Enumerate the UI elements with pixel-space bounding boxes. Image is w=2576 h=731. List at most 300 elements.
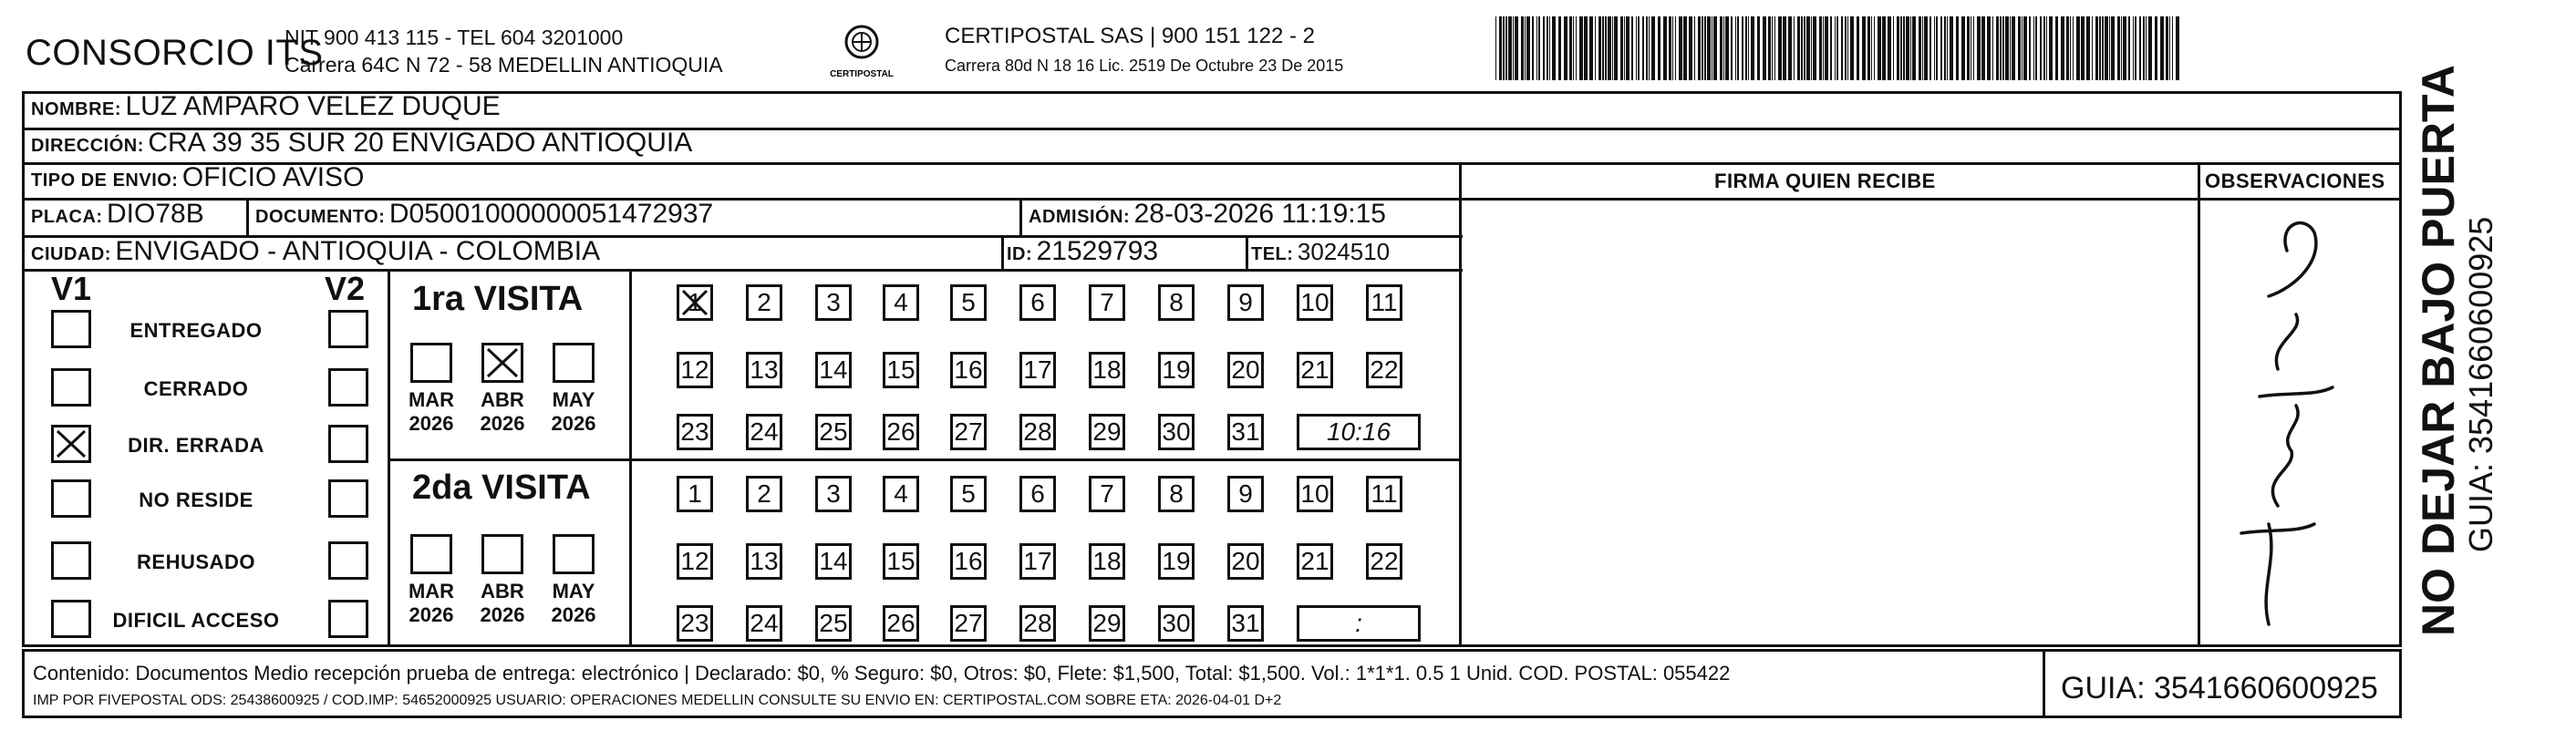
visit2-day-box[interactable]: 8	[1158, 476, 1195, 512]
barcode-bar	[1669, 16, 1671, 80]
barcode-bar	[1748, 16, 1749, 80]
barcode-bar	[2022, 16, 2023, 80]
visit1-day-box[interactable]: 29	[1089, 414, 1125, 450]
check-mark-icon	[484, 345, 521, 380]
visit2-day-box[interactable]: 24	[746, 605, 782, 642]
barcode-bar	[1847, 16, 1848, 80]
signature-divider	[1459, 162, 1462, 647]
visit1-day-box[interactable]: 31	[1227, 414, 1264, 450]
visit2-day-box[interactable]: 30	[1158, 605, 1195, 642]
visit2-month-checkbox[interactable]	[553, 534, 595, 574]
visit2-title: 2da VISITA	[412, 468, 591, 507]
documento-label: DOCUMENTO:	[255, 207, 386, 227]
barcode-bar	[2166, 16, 2168, 80]
visit2-day-box[interactable]: 10	[1297, 476, 1333, 512]
observaciones-label: OBSERVACIONES	[2205, 170, 2385, 192]
barcode-bar	[2155, 16, 2157, 80]
barcode-bar	[1797, 16, 1800, 80]
barcode-bar	[2133, 16, 2134, 80]
barcode-bar	[1893, 16, 1894, 80]
visit1-day-box[interactable]: 1	[677, 284, 713, 321]
v2-checkbox[interactable]	[328, 310, 368, 348]
status-label: NO RESIDE	[139, 489, 253, 511]
visit2-day-box[interactable]: 17	[1019, 543, 1056, 580]
month-name: MAY	[552, 580, 595, 602]
logo-text: CERTIPOSTAL	[830, 69, 894, 79]
company-name: CONSORCIO ITS	[26, 33, 324, 73]
barcode-bar	[2176, 16, 2179, 80]
month-year: 2026	[480, 412, 525, 435]
barcode-bar	[1675, 16, 1676, 80]
visit1-day-box[interactable]: 23	[677, 414, 713, 450]
visit2-time-box[interactable]: :	[1297, 605, 1421, 642]
barcode-bar	[1835, 16, 1836, 80]
barcode-bar	[2002, 16, 2004, 80]
barcode-bar	[1624, 16, 1625, 80]
barcode-bar	[2099, 16, 2101, 80]
placa-divider	[246, 198, 249, 235]
barcode-bar	[1956, 16, 1959, 80]
barcode-bar	[1910, 16, 1911, 80]
admision-divider	[1019, 198, 1022, 235]
certipostal-logo	[825, 20, 898, 86]
visit1-day-box[interactable]: 15	[883, 352, 919, 388]
barcode-bar	[1934, 16, 1935, 80]
company-details	[284, 24, 723, 78]
barcode-bar	[2055, 16, 2058, 80]
barcode-bar	[2076, 16, 2080, 80]
visit2-day-box[interactable]: 29	[1089, 605, 1125, 642]
footer-contenido: Contenido: Documentos Medio recepción prueba de entrega: electrónico | Declarado: $0, % Seguro: $0, Otros: $0, Flete: $1,500, Total: $1,500. Vol.: 1*1*1. 0.5 1 Unid. COD. POSTAL: 055422	[33, 662, 1731, 685]
visit1-day-box[interactable]: 4	[883, 284, 919, 321]
barcode-bar	[1944, 16, 1946, 80]
visit1-day-box[interactable]: 22	[1366, 352, 1402, 388]
barcode-bar	[2018, 16, 2021, 80]
visit1-day-box[interactable]: 9	[1227, 284, 1264, 321]
barcode-bar	[1505, 16, 1507, 80]
visit2-day-box[interactable]: 6	[1019, 476, 1056, 512]
visit1-day-box[interactable]: 20	[1227, 352, 1264, 388]
barcode-bar	[1735, 16, 1736, 80]
barcode-bar	[1772, 16, 1773, 80]
barcode-bar	[2043, 16, 2045, 80]
nombre-label: NOMBRE:	[31, 99, 122, 119]
barcode-bar	[2169, 16, 2170, 80]
visit1-day-box[interactable]: 19	[1158, 352, 1195, 388]
barcode-bar	[1778, 16, 1782, 80]
month-name: ABR	[481, 580, 524, 602]
barcode-bar	[1579, 16, 1583, 80]
barcode-bar	[1841, 16, 1843, 80]
tipo-envio-field	[31, 162, 364, 193]
id-divider	[1001, 235, 1004, 269]
barcode-bar	[2092, 16, 2093, 80]
visit2-month-checkbox[interactable]	[481, 534, 523, 574]
barcode-bar	[1631, 16, 1633, 80]
barcode-bar	[1806, 16, 1810, 80]
barcode-bar	[2005, 16, 2009, 80]
visit1-month-checkbox[interactable]	[481, 343, 523, 383]
v1-header: V1	[51, 270, 92, 307]
visit1-day-box[interactable]: 27	[950, 414, 987, 450]
barcode-bar	[2139, 16, 2141, 80]
v2-checkbox[interactable]	[328, 600, 368, 638]
tipo-envio-value: OFICIO AVISO	[181, 162, 365, 192]
month-year: 2026	[480, 603, 525, 626]
barcode-bar	[1804, 16, 1805, 80]
footer-imp: IMP POR FIVEPOSTAL ODS: 25438600925 / COD.IMP: 54652000925 USUARIO: OPERACIONES MEDELLIN CONSULTE SU ENVIO EN: CERTIPOSTAL.COM SOBRE ETA: 2026-04-01 D+2	[33, 693, 1282, 708]
barcode-bar	[1558, 16, 1561, 80]
barcode-bar	[2128, 16, 2130, 80]
placa-field	[31, 199, 204, 230]
visit1-day-box[interactable]: 16	[950, 352, 987, 388]
barcode-bar	[1874, 16, 1875, 80]
visit2-day-box[interactable]: 13	[746, 543, 782, 580]
month-name: MAR	[408, 580, 455, 602]
barcode-bar	[1871, 16, 1872, 80]
visit2-day-box[interactable]: 1	[677, 476, 713, 512]
barcode-bar	[1961, 16, 1965, 80]
barcode-bar	[1774, 16, 1775, 80]
barcode-bar	[1903, 16, 1905, 80]
barcode-bar	[1707, 16, 1711, 80]
barcode-bar	[1882, 16, 1886, 80]
direccion-value: CRA 39 35 SUR 20 ENVIGADO ANTIOQUIA	[148, 128, 693, 158]
visit1-day-box[interactable]: 18	[1089, 352, 1125, 388]
barcode-bar	[2023, 16, 2027, 80]
visit1-title: 1ra VISITA	[412, 280, 584, 318]
v2-header: V2	[325, 270, 366, 307]
v2-checkbox[interactable]	[328, 425, 368, 463]
admision-field	[1029, 199, 1386, 230]
barcode-bar	[2010, 16, 2011, 80]
row-divider	[22, 269, 1463, 272]
ciudad-field	[31, 236, 600, 267]
barcode-bar	[1614, 16, 1618, 80]
barcode-bar	[1589, 16, 1593, 80]
barcode-bar	[1646, 16, 1648, 80]
barcode-bar	[2046, 16, 2047, 80]
barcode-bar	[1725, 16, 1729, 80]
barcode-bar	[1737, 16, 1739, 80]
barcode-bar	[2061, 16, 2064, 80]
visit2-day-box[interactable]: 26	[883, 605, 919, 642]
barcode-bar	[1836, 16, 1838, 80]
barcode-bar	[1977, 16, 1981, 80]
barcode-bar	[1811, 16, 1812, 80]
nombre-value: LUZ AMPARO VELEZ DUQUE	[125, 91, 501, 121]
barcode-bar	[1636, 16, 1637, 80]
ciudad-label: CIUDAD:	[31, 244, 111, 264]
barcode-bar	[1532, 16, 1534, 80]
visit1-day-box[interactable]: 6	[1019, 284, 1056, 321]
visit1-day-box[interactable]: 30	[1158, 414, 1195, 450]
barcode-bar	[1584, 16, 1588, 80]
visit2-day-box[interactable]: 3	[815, 476, 852, 512]
visit2-day-box[interactable]: 9	[1227, 476, 1264, 512]
visit1-month-checkbox[interactable]	[553, 343, 595, 383]
barcode-bar	[1745, 16, 1747, 80]
visit1-day-box[interactable]: 11	[1366, 284, 1402, 321]
month-year: 2026	[409, 412, 454, 435]
month-year: 2026	[551, 603, 596, 626]
side-guia: GUIA: 3541660600925	[2462, 216, 2499, 552]
barcode-bar	[2148, 16, 2152, 80]
barcode-bar	[1992, 16, 1993, 80]
barcode-bar	[1508, 16, 1512, 80]
barcode-bar	[1620, 16, 1623, 80]
status-label: DIR. ERRADA	[128, 434, 264, 457]
barcode-bar	[2172, 16, 2173, 80]
observ-divider	[2198, 162, 2200, 647]
visit1-day-box[interactable]: 17	[1019, 352, 1056, 388]
barcode-bar	[2102, 16, 2104, 80]
barcode-bar	[2033, 16, 2034, 80]
barcode-bar	[1783, 16, 1786, 80]
barcode-bar	[2073, 16, 2074, 80]
barcode-bar	[1936, 16, 1938, 80]
side-warning: NO DEJAR BAJO PUERTA	[2413, 65, 2464, 636]
barcode-bar	[2160, 16, 2164, 80]
barcode-bar	[1521, 16, 1524, 80]
barcode-bar	[1651, 16, 1655, 80]
barcode-bar	[1801, 16, 1803, 80]
barcode-bar	[1573, 16, 1574, 80]
barcode-bar	[2109, 16, 2110, 80]
status-label: DIFICIL ACCESO	[112, 609, 280, 632]
status-label: CERRADO	[143, 377, 249, 400]
barcode-bar	[1608, 16, 1611, 80]
admision-value: 28-03-2026 11:19:15	[1133, 199, 1386, 229]
id-value: 21529793	[1036, 236, 1159, 266]
tel-value: 3024510	[1297, 238, 1391, 265]
barcode-bar	[1672, 16, 1673, 80]
barcode-bar	[2081, 16, 2085, 80]
barcode-bar	[2095, 16, 2098, 80]
visit2-day-box[interactable]: 27	[950, 605, 987, 642]
signature-header-line	[1459, 198, 2402, 201]
barcode-bar	[2012, 16, 2015, 80]
barcode-bar	[2105, 16, 2108, 80]
barcode-bar	[1987, 16, 1991, 80]
barcode-bar	[1850, 16, 1854, 80]
visit2-day-box[interactable]: 25	[815, 605, 852, 642]
barcode-bar	[1973, 16, 1974, 80]
barcode-bar	[1922, 16, 1923, 80]
certipostal-nit: CERTIPOSTAL SAS | 900 151 122 - 2	[945, 24, 1315, 48]
barcode-bar	[1906, 16, 1909, 80]
barcode-bar	[2086, 16, 2090, 80]
nit-line: NIT 900 413 115 - TEL 604 3201000	[284, 26, 624, 49]
barcode-bar	[1823, 16, 1824, 80]
barcode-bar	[1525, 16, 1526, 80]
barcode-bar	[2000, 16, 2002, 80]
barcode-bar	[1794, 16, 1795, 80]
visit2-month-label	[542, 580, 605, 627]
visit2-day-box[interactable]: 7	[1089, 476, 1125, 512]
visit1-day-box[interactable]: 7	[1089, 284, 1125, 321]
barcode-bar	[1689, 16, 1692, 80]
barcode-bar	[1598, 16, 1601, 80]
barcode-bar	[1552, 16, 1556, 80]
barcode-bar	[1720, 16, 1723, 80]
visit1-month-label	[399, 388, 463, 436]
barcode-bar	[2111, 16, 2115, 80]
visit2-day-box[interactable]: 5	[950, 476, 987, 512]
visit1-day-box[interactable]: 3	[815, 284, 852, 321]
barcode-bar	[1683, 16, 1687, 80]
barcode-bar	[1642, 16, 1644, 80]
barcode-bar	[1569, 16, 1572, 80]
barcode-bar	[2117, 16, 2120, 80]
id-field	[1007, 236, 1158, 267]
nombre-field	[31, 91, 501, 122]
barcode-bar	[1788, 16, 1792, 80]
visit1-day-box[interactable]: 12	[677, 352, 713, 388]
visit1-month-label	[471, 388, 534, 436]
barcode-bar	[1638, 16, 1640, 80]
barcode-bar	[1704, 16, 1706, 80]
barcode-bar	[1996, 16, 1999, 80]
barcode-bar	[1912, 16, 1916, 80]
barcode-bar	[1924, 16, 1928, 80]
barcode-bar	[2121, 16, 2122, 80]
barcode-bar	[2070, 16, 2071, 80]
direccion-field	[31, 128, 692, 159]
visit1-time-box[interactable]: 10:16	[1297, 414, 1421, 450]
address-line: Carrera 64C N 72 - 58 MEDELLIN ANTIOQUIA	[284, 53, 723, 77]
firma-label: FIRMA QUIEN RECIBE	[1714, 170, 1936, 192]
barcode-bar	[1626, 16, 1629, 80]
visit1-day-box[interactable]: 5	[950, 284, 987, 321]
barcode-bar	[1602, 16, 1604, 80]
documento-field	[255, 199, 713, 230]
visit2-month-checkbox[interactable]	[410, 534, 452, 574]
barcode-bar	[2123, 16, 2126, 80]
visit2-month-label	[471, 580, 534, 627]
barcode-bar	[1702, 16, 1703, 80]
barcode-bar	[1663, 16, 1667, 80]
v2-checkbox[interactable]	[328, 541, 368, 580]
visit1-day-box[interactable]: 13	[746, 352, 782, 388]
month-name: MAR	[408, 388, 455, 411]
barcode-bar	[1713, 16, 1717, 80]
footer-guia: GUIA: 3541660600925	[2061, 671, 2378, 705]
barcode-bar	[2066, 16, 2069, 80]
barcode-bar	[1605, 16, 1607, 80]
barcode-bar	[2143, 16, 2145, 80]
visit1-day-box[interactable]: 8	[1158, 284, 1195, 321]
barcode-bar	[1981, 16, 1985, 80]
barcode-bar	[1679, 16, 1682, 80]
barcode-bar	[1543, 16, 1545, 80]
visit2-day-box[interactable]: 12	[677, 543, 713, 580]
barcode-bar	[2049, 16, 2053, 80]
barcode-bar	[1768, 16, 1771, 80]
month-year: 2026	[409, 603, 454, 626]
visit-separator	[388, 458, 1462, 461]
visit2-day-box[interactable]: 19	[1158, 543, 1195, 580]
barcode-bar	[1878, 16, 1881, 80]
visit2-day-box[interactable]: 23	[677, 605, 713, 642]
barcode-bar	[1547, 16, 1548, 80]
visit1-day-box[interactable]: 21	[1297, 352, 1333, 388]
barcode-bar	[1897, 16, 1899, 80]
barcode-bar	[1929, 16, 1931, 80]
visit1-day-box[interactable]: 28	[1019, 414, 1056, 450]
barcode-bar	[1536, 16, 1537, 80]
barcode-bar	[1731, 16, 1733, 80]
barcode-bar	[1742, 16, 1743, 80]
barcode-bar	[1813, 16, 1816, 80]
barcode-bar	[1698, 16, 1701, 80]
certipostal-address: Carrera 80d N 18 16 Lic. 2519 De Octubre 23 De 2015	[945, 57, 1344, 75]
visit2-day-box[interactable]: 16	[950, 543, 987, 580]
v2-checkbox[interactable]	[328, 479, 368, 518]
month-name: MAY	[552, 388, 595, 411]
status-label: REHUSADO	[137, 551, 255, 573]
visit2-day-box[interactable]: 31	[1227, 605, 1264, 642]
barcode-bar	[1526, 16, 1530, 80]
barcode-bar	[2146, 16, 2147, 80]
visit2-day-box[interactable]: 20	[1227, 543, 1264, 580]
visit1-day-box[interactable]: 2	[746, 284, 782, 321]
row-divider	[22, 162, 2402, 165]
barcode-bar	[2035, 16, 2037, 80]
month-year: 2026	[551, 412, 596, 435]
barcode-bar	[1967, 16, 1970, 80]
visit1-day-box[interactable]: 14	[815, 352, 852, 388]
barcode-bar	[1888, 16, 1891, 80]
barcode-bar	[1595, 16, 1596, 80]
visit2-day-box[interactable]: 11	[1366, 476, 1402, 512]
direccion-label: DIRECCIÓN:	[31, 136, 144, 156]
tel-divider	[1246, 235, 1248, 269]
visit2-day-box[interactable]: 18	[1089, 543, 1125, 580]
visit2-day-box[interactable]: 15	[883, 543, 919, 580]
barcode-bar	[1862, 16, 1866, 80]
footer-divider	[2043, 649, 2045, 718]
visit1-month-checkbox[interactable]	[410, 343, 452, 383]
barcode-bar	[1751, 16, 1754, 80]
visit2-day-box[interactable]: 21	[1297, 543, 1333, 580]
visit1-day-box[interactable]: 26	[883, 414, 919, 450]
barcode-bar	[1947, 16, 1948, 80]
visit2-day-box[interactable]: 14	[815, 543, 852, 580]
visit2-day-box[interactable]: 4	[883, 476, 919, 512]
barcode-bar	[1919, 16, 1921, 80]
barcode-bar	[1564, 16, 1567, 80]
barcode-bar	[1503, 16, 1505, 80]
visit2-month-label	[399, 580, 463, 627]
visit1-day-box[interactable]: 24	[746, 414, 782, 450]
visit1-day-box[interactable]: 25	[815, 414, 852, 450]
visit2-day-box[interactable]: 28	[1019, 605, 1056, 642]
barcode-bar	[1857, 16, 1859, 80]
barcode-bar	[1757, 16, 1760, 80]
barcode-bar	[1940, 16, 1942, 80]
barcode-bar	[1515, 16, 1518, 80]
barcode-bar	[1825, 16, 1828, 80]
barcode-bar	[2040, 16, 2042, 80]
barcode-bar	[1819, 16, 1822, 80]
visit2-day-box[interactable]: 22	[1366, 543, 1402, 580]
v2-checkbox[interactable]	[328, 368, 368, 407]
barcode-bar	[1658, 16, 1660, 80]
visit1-month-label	[542, 388, 605, 436]
visit1-day-box[interactable]: 10	[1297, 284, 1333, 321]
visit2-day-box[interactable]: 2	[746, 476, 782, 512]
